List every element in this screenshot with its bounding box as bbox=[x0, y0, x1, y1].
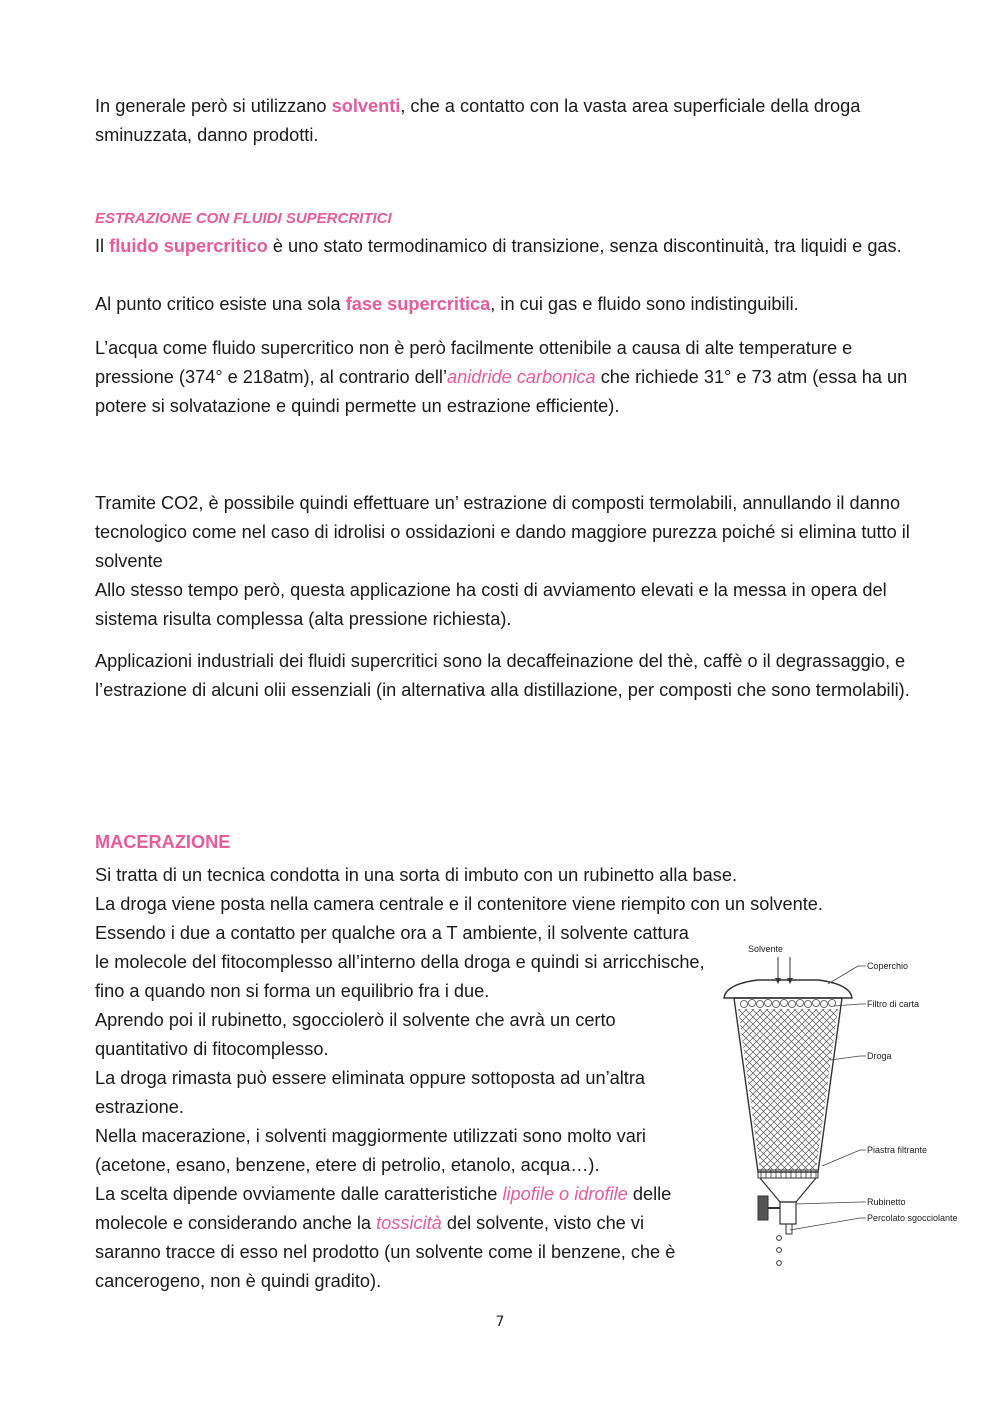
filter-plate-lines bbox=[761, 1170, 816, 1178]
paragraph-choice bbox=[95, 1180, 705, 1296]
highlight-fluido-supercritico: fluido supercritico bbox=[109, 236, 268, 256]
paragraph-water-co2 bbox=[95, 334, 910, 421]
pebbles bbox=[741, 1000, 836, 1008]
tap-handle bbox=[758, 1196, 768, 1220]
arrowheads bbox=[775, 978, 793, 984]
text-run: del solvente, visto che vi saranno tracce di esso nel prodotto (un solvente come il benzene, che è cancerogeno, non è quindi gradito). bbox=[95, 1213, 676, 1291]
label-filtro-di-carta: Filtro di carta bbox=[867, 999, 920, 1009]
text-run: Al punto critico esiste una sola bbox=[95, 294, 346, 314]
paragraph-intro bbox=[95, 92, 910, 150]
drop bbox=[777, 1248, 782, 1253]
paragraph-maceration-line2: La droga viene posta nella camera centrale e il contenitore viene riempito con un solvente. bbox=[95, 894, 823, 914]
paragraph-solvents: Nella macerazione, i solventi maggiormente utilizzati sono molto vari (acetone, esano, benzene, etere di petrolio, etanolo, acqua…). bbox=[95, 1126, 646, 1175]
highlight-anidride-carbonica: anidride carbonica bbox=[447, 367, 596, 387]
label-piastra-filtrante: Piastra filtrante bbox=[867, 1145, 928, 1155]
tap-body bbox=[780, 1202, 796, 1224]
section-heading-maceration: MACERAZIONE bbox=[95, 832, 231, 852]
drop bbox=[777, 1236, 782, 1241]
section-heading-supercritical: ESTRAZIONE CON FLUIDI SUPERCRITICI bbox=[95, 210, 392, 227]
paragraph-supercritical-fluid bbox=[95, 232, 910, 261]
text-run: delle molecole e considerando anche la bbox=[95, 1184, 672, 1233]
highlight-solventi: solventi bbox=[331, 96, 401, 116]
paragraph-costs: Allo stesso tempo però, questa applicazione ha costi di avviamento elevati e la messa in opera del sistema risulta complessa (alta pressione richiesta). bbox=[95, 580, 887, 629]
paragraph-critical-point bbox=[95, 290, 910, 319]
paragraph-residue: La droga rimasta può essere eliminata oppure sottoposta ad un’altra estrazione. bbox=[95, 1068, 646, 1117]
tap-spout bbox=[786, 1224, 792, 1234]
paragraph-maceration-line1: Si tratta di un tecnica condotta in una sorta di imbuto con un rubinetto alla base. bbox=[95, 865, 738, 885]
highlight-lipofile-idrofile: lipofile o idrofile bbox=[502, 1184, 628, 1204]
label-coperchio: Coperchio bbox=[867, 961, 909, 971]
text-run: è uno stato termodinamico di transizione, senza discontinuità, tra liquidi e gas. bbox=[267, 236, 902, 256]
label-rubinetto: Rubinetto bbox=[867, 1197, 906, 1207]
highlight-tossicita: tossicità bbox=[376, 1213, 442, 1233]
page-number: 7 bbox=[495, 1314, 505, 1330]
percolator-diagram bbox=[718, 940, 983, 1275]
text-run: L’acqua come fluido supercritico non è però facilmente ottenibile a causa di alte temperature e pressione (374° e 218atm), al contrario dell’ bbox=[95, 338, 853, 387]
paragraph-industrial-applications: Applicazioni industriali dei fluidi supercritici sono la decaffeinazione del thè, caffè o il degrassaggio, e l’estrazione di alcuni olii essenziali (in alternativa alla distillazione, per composti che sono termolabili). bbox=[95, 651, 910, 700]
text-run: Il bbox=[95, 236, 110, 256]
text-run: La scelta dipende ovviamente dalle caratteristiche bbox=[95, 1184, 503, 1204]
highlight-fase-supercritica: fase supercritica bbox=[345, 294, 491, 314]
text-run: che richiede 31° e 73 atm (essa ha un potere si solvatazione e quindi permette un estrazione efficiente). bbox=[95, 367, 908, 416]
drop bbox=[777, 1261, 782, 1266]
text-run: , in cui gas e fluido sono indistinguibili. bbox=[490, 294, 799, 314]
paragraph-tap: Aprendo poi il rubinetto, sgocciolerò il solvente che avrà un certo quantitativo di fitocomplesso. bbox=[95, 1010, 616, 1059]
text-run: , che a contatto con la vasta area superficiale della droga sminuzzata, danno prodotti. bbox=[95, 96, 861, 145]
paragraph-contact: Essendo i due a contatto per qualche ora a T ambiente, il solvente cattura le molecole del fitocomplesso all’interno della droga e quindi si arricchische, fino a quando non si forma un equilibrio fra i due. bbox=[95, 923, 705, 1001]
text-run: In generale però si utilizzano bbox=[95, 96, 332, 116]
paragraph-co2-extraction: Tramite CO2, è possibile quindi effettuare un’ estrazione di composti termolabili, annullando il danno tecnologico come nel caso di idrolisi o ossidazioni e dando maggiore purezza poiché si elimina tutto il solvente bbox=[95, 493, 910, 571]
label-solvente: Solvente bbox=[748, 944, 784, 954]
lid-shape bbox=[724, 980, 852, 998]
label-percolato: Percolato sgocciolante bbox=[867, 1213, 958, 1223]
label-droga: Droga bbox=[867, 1051, 892, 1061]
filter-plate bbox=[758, 1170, 818, 1178]
